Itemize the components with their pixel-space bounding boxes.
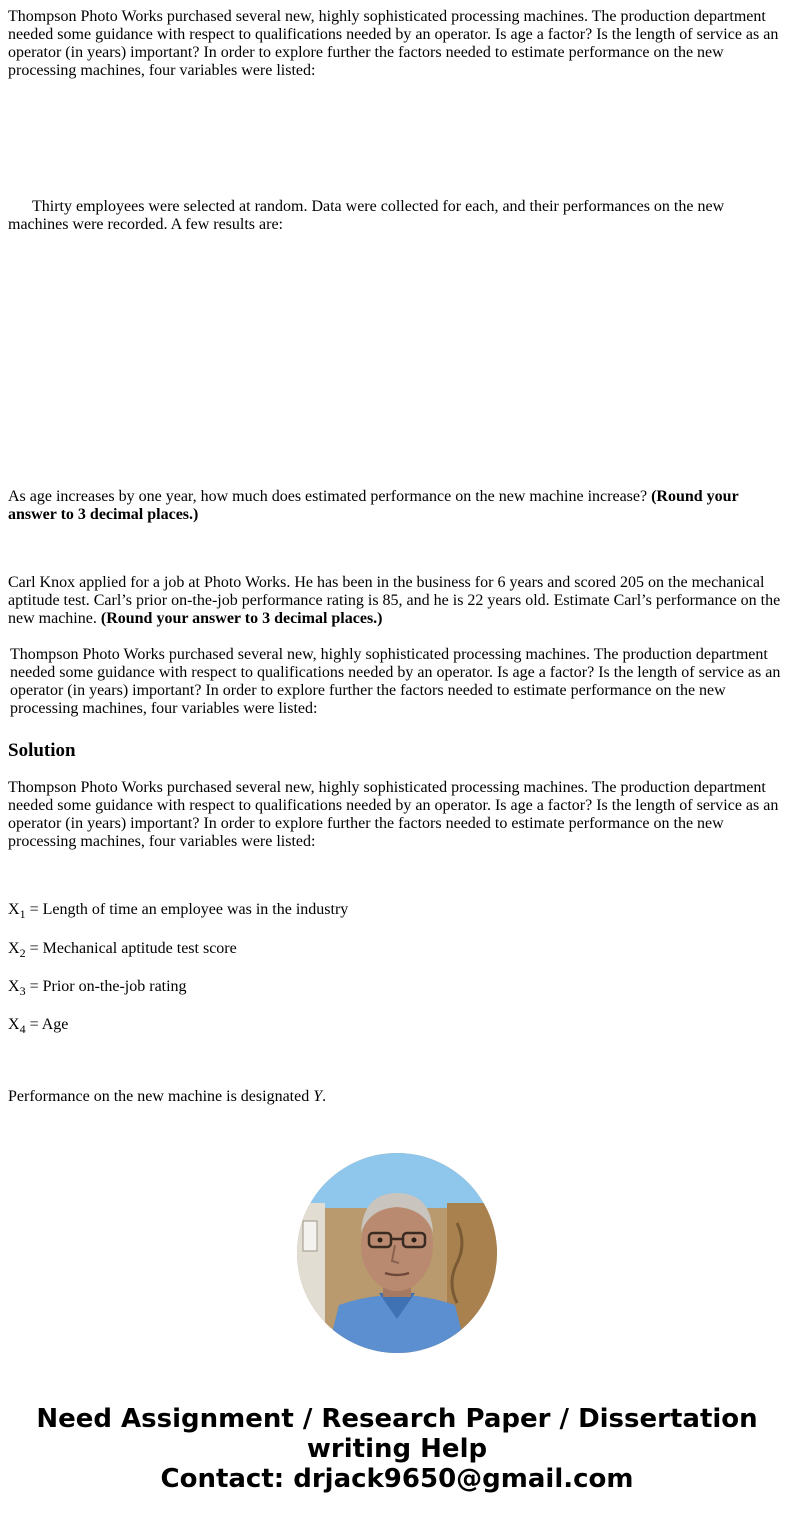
question-carl-round-note: (Round your answer to 3 decimal places.)	[100, 610, 383, 627]
variable-x4-subscript: 4	[19, 1022, 26, 1036]
variable-x2-label: = Mechanical aptitude test score	[25, 940, 237, 957]
promo-line-1: Need Assignment / Research Paper / Dissertation	[36, 1404, 758, 1434]
performance-variable: Y	[313, 1088, 323, 1105]
variable-x1-label: = Length of time an employee was in the industry	[25, 901, 349, 918]
promo-contact: Contact: drjack9650@gmail.com	[160, 1464, 634, 1494]
sample-description: Thirty employees were selected at random. Data were collected for each, and their performances on the new machines were recorded. A few results are:	[8, 198, 725, 233]
question-carl-text: Carl Knox applied for a job at Photo Works. He has been in the business for 6 years and scored 205 on the mechanical aptitude test. Carl’s prior on-the-job performance rating is 85, and he is 22 years old. Estimate Carl’s performance on the new machine.	[8, 574, 781, 627]
question-intro-repeat: Thompson Photo Works purchased several new, highly sophisticated processing machines. The production department needed some guidance with respect to qualifications needed by an operator. Is age a factor? Is the length of service as an operator (in years) important? In order to explore further the factors needed to estimate performance on the new processing machines, four variables were listed:	[10, 646, 781, 717]
variable-x3-label: = Prior on-the-job rating	[25, 978, 187, 995]
variable-x2-subscript: 2	[19, 946, 26, 960]
question-carl	[8, 574, 786, 628]
author-portrait-image	[297, 1153, 497, 1353]
variable-x1-subscript: 1	[19, 907, 26, 921]
variable-x1-symbol: X	[8, 901, 20, 918]
variable-x4-symbol: X	[8, 1016, 20, 1033]
variable-x3	[8, 978, 786, 996]
question-intro: Thompson Photo Works purchased several new, highly sophisticated processing machines. The production department needed some guidance with respect to qualifications needed by an operator. Is age a factor? Is the length of service as an operator (in years) important? In order to explore further the factors needed to estimate performance on the new processing machines, four variables were listed:	[8, 8, 779, 79]
performance-definition-end: .	[322, 1088, 327, 1105]
promo-line-2: writing Help	[306, 1434, 488, 1464]
variable-x3-subscript: 3	[19, 984, 26, 998]
author-avatar	[297, 1153, 497, 1353]
performance-definition-text: Performance on the new machine is designated	[8, 1088, 314, 1105]
variable-x1	[8, 901, 786, 919]
portrait-switch-panel	[303, 1221, 317, 1251]
variable-x3-symbol: X	[8, 978, 20, 995]
question-age-round-note: (Round your answer to 3 decimal places.)	[8, 488, 739, 523]
variable-x2	[8, 940, 786, 958]
portrait-eye-right	[412, 1238, 417, 1243]
performance-definition	[8, 1088, 786, 1106]
variable-x2-symbol: X	[8, 940, 20, 957]
question-age	[8, 488, 786, 524]
solution-heading: Solution	[8, 740, 76, 761]
variable-x4	[8, 1016, 786, 1034]
promo-footer	[0, 1404, 794, 1494]
variable-x4-label: = Age	[25, 1016, 69, 1033]
solution-intro: Thompson Photo Works purchased several new, highly sophisticated processing machines. The production department needed some guidance with respect to qualifications needed by an operator. Is age a factor? Is the length of service as an operator (in years) important? In order to explore further the factors needed to estimate performance on the new processing machines, four variables were listed:	[8, 779, 779, 850]
portrait-eye-left	[378, 1238, 383, 1243]
question-age-text: As age increases by one year, how much does estimated performance on the new machine increase?	[8, 488, 648, 505]
